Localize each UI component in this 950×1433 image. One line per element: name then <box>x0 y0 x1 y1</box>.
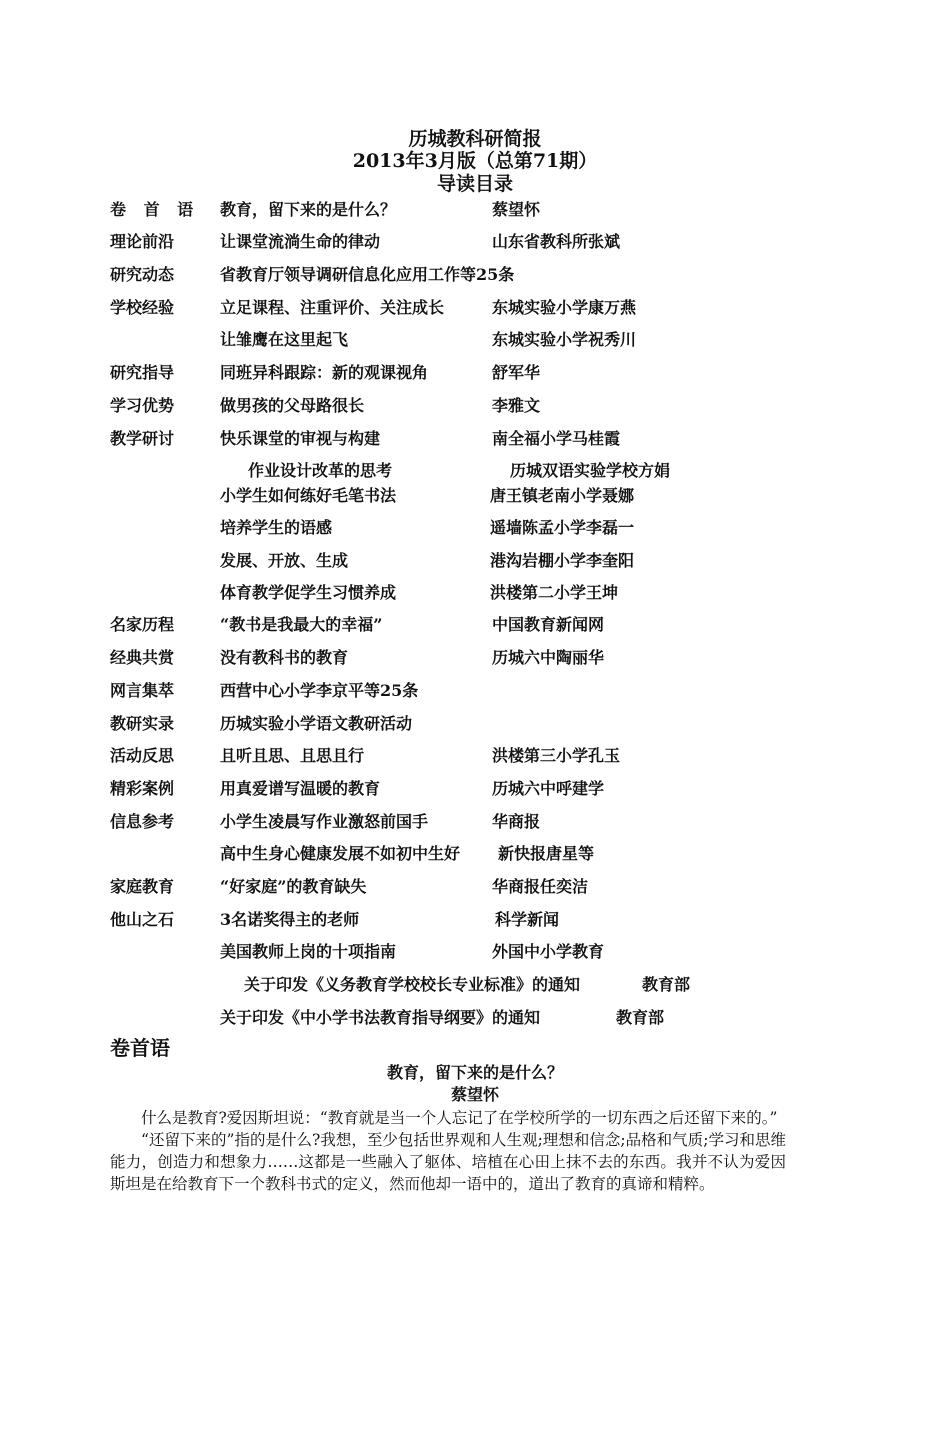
toc-author: 李雅文 <box>492 396 541 415</box>
toc-row <box>0 484 950 508</box>
toc-section: 教研实录 <box>110 714 175 733</box>
toc-row <box>0 516 950 540</box>
toc-author: 华商报 <box>492 812 541 831</box>
toc-row <box>0 549 950 573</box>
toc-row <box>0 427 950 451</box>
toc-author: 中国教育新闻网 <box>492 615 605 634</box>
toc-author: 南全福小学马桂霞 <box>492 429 621 448</box>
toc-author: 科学新闻 <box>495 910 560 929</box>
toc-row <box>0 581 950 605</box>
toc-section: 网言集萃 <box>110 681 175 700</box>
toc-row <box>0 973 950 997</box>
toc-row <box>0 777 950 801</box>
toc-title: 3名诺奖得主的老师 <box>220 910 360 929</box>
toc-section: 理论前沿 <box>110 232 175 251</box>
toc-row <box>0 198 950 222</box>
toc-row <box>0 459 950 483</box>
toc-author: 蔡望怀 <box>492 200 541 219</box>
toc-title: 且听且思、且思且行 <box>220 746 365 765</box>
toc-heading: 导读目录 <box>436 173 513 195</box>
toc-title: 快乐课堂的审视与构建 <box>220 429 381 448</box>
toc-row <box>0 394 950 418</box>
toc-author: 港沟岩棚小学李奎阳 <box>490 551 635 570</box>
toc-section: 活动反思 <box>110 746 175 765</box>
toc-row <box>0 1006 950 1030</box>
toc-title: “教书是我最大的幸福” <box>220 615 383 634</box>
toc-title: 体育教学促学生习惯养成 <box>220 583 397 602</box>
toc-row <box>0 842 950 866</box>
toc-row <box>0 940 950 964</box>
toc-row <box>0 361 950 385</box>
toc-title: 高中生身心健康发展不如初中生好 <box>220 844 461 863</box>
toc-title: 没有教科书的教育 <box>220 648 349 667</box>
toc-row <box>0 263 950 287</box>
toc-title: 培养学生的语感 <box>220 518 333 537</box>
article-author: 蔡望怀 <box>450 1085 499 1104</box>
article-body <box>110 1107 786 1195</box>
toc-author: 教育部 <box>616 1008 665 1027</box>
toc-title: 发展、开放、生成 <box>220 551 349 570</box>
toc-row <box>0 744 950 768</box>
toc-title: 做男孩的父母路很长 <box>220 396 365 415</box>
toc-row <box>0 230 950 254</box>
toc-row <box>0 328 950 352</box>
toc-title: 历城实验小学语文教研活动 <box>220 714 413 733</box>
toc-author: 洪楼第二小学王坤 <box>490 583 619 602</box>
toc-author: 新快报唐星等 <box>498 844 595 863</box>
toc-author: 历城六中陶丽华 <box>492 648 605 667</box>
toc-author: 华商报任奕洁 <box>492 877 589 896</box>
toc-author: 历城六中呼建学 <box>492 779 605 798</box>
article-paragraph: “还留下来的”指的是什么?我想，至少包括世界观和人生观;理想和信念;品格和气质;学习和思维能力，创造力和想象力……这都是一些融入了躯体、培植在心田上抹不去的东西。我并不认为爱因斯坦是在给教育下一个教科书式的定义，然而他却一语中的，道出了教育的真谛和精粹。 <box>110 1131 786 1193</box>
toc-title: 用真爱谱写温暖的教育 <box>220 779 381 798</box>
toc-title: 关于印发《中小学书法教育指导纲要》的通知 <box>220 1008 541 1027</box>
article-paragraph: 什么是教育?爱因斯坦说：“教育就是当一个人忘记了在学校所学的一切东西之后还留下来的。” <box>141 1109 778 1127</box>
toc-author: 山东省教科所张斌 <box>492 232 621 251</box>
toc-section: 卷 首 语 <box>110 200 200 219</box>
toc-title: 小学生如何练好毛笔书法 <box>220 486 397 505</box>
toc-author: 东城实验小学康万燕 <box>492 298 637 317</box>
toc-title: 让课堂流淌生命的律动 <box>220 232 381 251</box>
toc-row <box>0 810 950 834</box>
toc-section: 经典共赏 <box>110 648 175 667</box>
toc-row <box>0 875 950 899</box>
toc-row <box>0 613 950 637</box>
toc-author: 教育部 <box>642 975 691 994</box>
toc-section: 信息参考 <box>110 812 175 831</box>
toc-author: 历城双语实验学校方娟 <box>510 461 671 480</box>
toc-author: 外国中小学教育 <box>492 942 605 961</box>
toc-section: 学校经验 <box>110 298 175 317</box>
toc-author: 舒军华 <box>492 363 541 382</box>
toc-title: 教育，留下来的是什么？ <box>220 200 397 219</box>
toc-section: 研究动态 <box>110 265 175 284</box>
toc-section: 研究指导 <box>110 363 175 382</box>
toc-section: 家庭教育 <box>110 877 175 896</box>
newsletter-title: 历城教科研简报 <box>408 128 542 150</box>
toc-title: 西营中心小学李京平等25条 <box>220 681 419 700</box>
toc-section: 学习优势 <box>110 396 175 415</box>
toc-section: 他山之石 <box>110 910 175 929</box>
toc-section: 名家历程 <box>110 615 175 634</box>
toc-section: 精彩案例 <box>110 779 175 798</box>
toc-author: 洪楼第三小学孔玉 <box>492 746 621 765</box>
article-title: 教育，留下来的是什么？ <box>386 1063 563 1082</box>
toc-row <box>0 712 950 736</box>
toc-title: 小学生凌晨写作业激怒前国手 <box>220 812 429 831</box>
toc-row <box>0 646 950 670</box>
toc-title: 让雏鹰在这里起飞 <box>220 330 349 349</box>
toc-row <box>0 296 950 320</box>
toc-title: 立足课程、注重评价、关注成长 <box>220 298 445 317</box>
issue-line: 2013年3月版（总第71期） <box>352 150 598 172</box>
toc-title: 美国教师上岗的十项指南 <box>220 942 397 961</box>
toc-title: 同班异科跟踪：新的观课视角 <box>220 363 429 382</box>
toc-title: 省教育厅领导调研信息化应用工作等25条 <box>220 265 515 284</box>
toc-row <box>0 679 950 703</box>
section-heading: 卷首语 <box>110 1036 170 1060</box>
toc-author: 东城实验小学祝秀川 <box>492 330 637 349</box>
toc-section: 教学研讨 <box>110 429 175 448</box>
toc-title: 关于印发《义务教育学校校长专业标准》的通知 <box>244 975 581 994</box>
toc-title: “好家庭”的教育缺失 <box>220 877 367 896</box>
toc-author: 唐王镇老南小学聂娜 <box>490 486 635 505</box>
toc-title: 作业设计改革的思考 <box>248 461 393 480</box>
toc-author: 遥墙陈孟小学李磊一 <box>490 518 635 537</box>
toc-row <box>0 908 950 932</box>
